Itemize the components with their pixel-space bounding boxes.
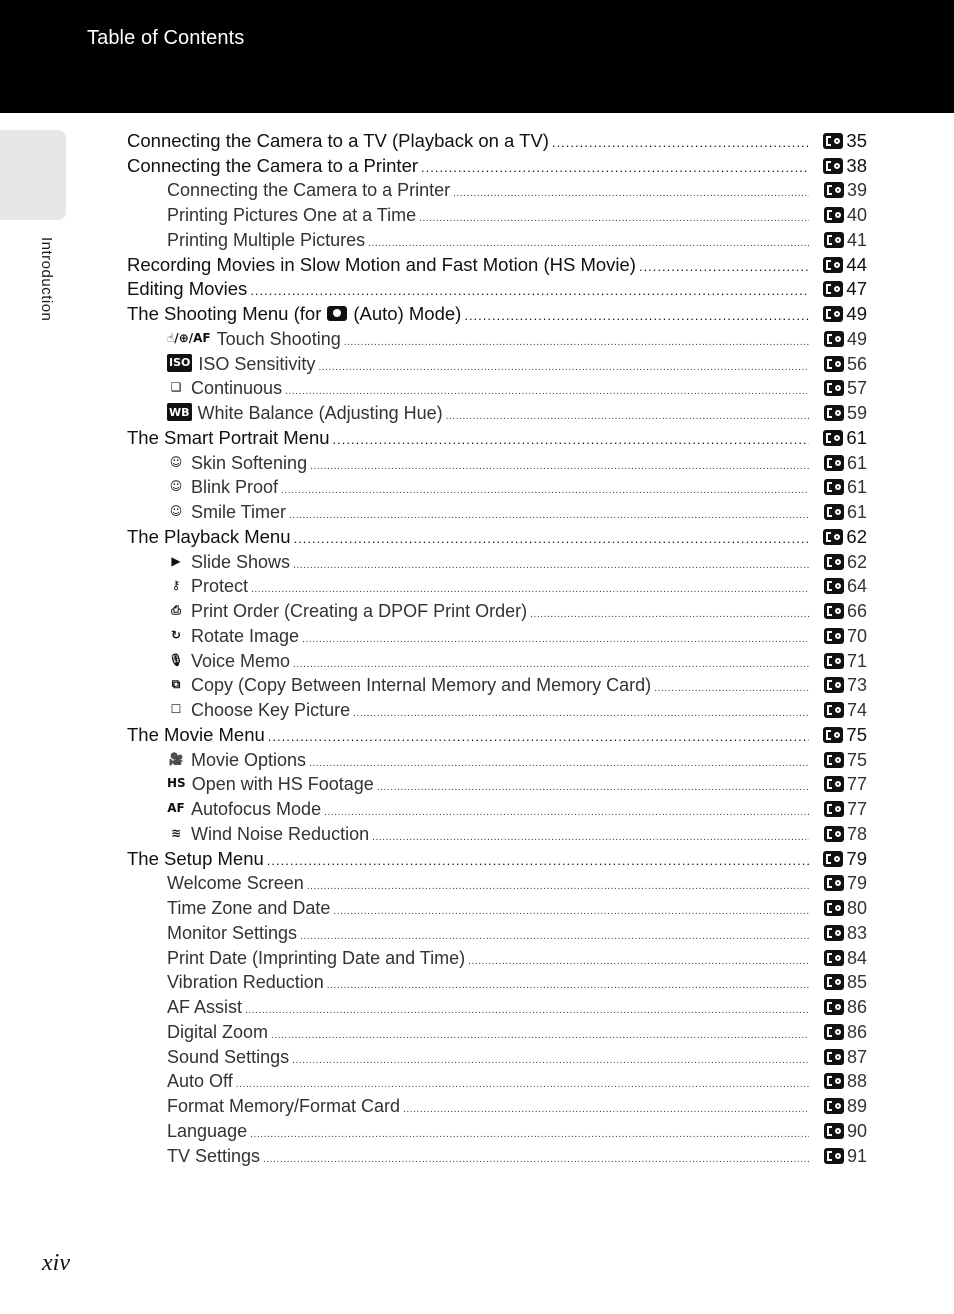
iso-icon: ISO [167,354,192,372]
reference-section-icon [823,306,843,322]
toc-label: TV Settings [167,1145,261,1166]
movie-af-icon: AF [167,801,185,815]
touch-shooting-icon: ☝/⊕/AF [167,330,211,345]
toc-page-ref[interactable] [815,453,867,474]
page-number: xiv [42,1250,70,1276]
reference-section-icon [824,950,844,966]
page-ref-number: 88 [846,1071,867,1092]
toc-page-ref[interactable] [815,948,867,969]
toc-page-ref[interactable] [815,576,867,597]
reference-section-icon [824,999,844,1015]
toc-subentry[interactable] [127,325,867,350]
toc-entry[interactable] [127,523,867,548]
toc-page-ref[interactable] [815,626,867,647]
smile-timer-icon: ☺ [169,504,183,518]
page-ref-number: 90 [846,1120,867,1141]
reference-section-icon [824,1024,844,1040]
reference-section-icon [824,925,844,941]
reference-section-icon [824,1098,844,1114]
toc-label: ⎙ Print Order (Creating a DPOF Print Order) [167,601,527,622]
toc-page-ref[interactable] [815,898,867,919]
toc-subentry[interactable] [127,795,867,820]
toc-page-ref[interactable] [815,724,867,746]
toc-subentry[interactable] [127,969,867,994]
section-tab[interactable] [0,130,66,220]
toc-label: WB White Balance (Adjusting Hue) [169,403,443,423]
toc-subentry[interactable] [127,944,867,969]
page-ref-number: 39 [846,180,867,201]
toc-subentry[interactable] [127,597,867,622]
toc-label: ▶ Slide Shows [167,552,290,573]
reference-section-icon [824,826,844,842]
toc-page-ref[interactable] [815,378,867,399]
page-ref-number: 38 [846,154,867,176]
dot-leader [353,709,809,717]
toc-subentry[interactable] [127,498,867,523]
toc-entry[interactable] [127,845,867,870]
page-ref-number: 49 [846,303,867,324]
toc-label: ISO ISO Sensitivity [169,353,316,374]
dot-leader [294,536,809,544]
page-ref-number: 47 [846,278,867,300]
dot-leader [344,338,809,346]
toc-page-ref[interactable] [815,230,867,251]
toc-page-ref[interactable] [815,130,867,152]
reference-section-icon [824,479,844,495]
page-ref-number: 61 [846,502,867,522]
toc-entry[interactable] [127,127,867,152]
page-ref-number: 75 [846,749,867,770]
toc-label: Editing Movies [127,278,248,300]
reference-section-icon [824,1073,844,1089]
toc-page-ref[interactable] [815,278,867,300]
reference-section-icon [824,875,844,891]
toc-subentry[interactable] [127,1092,867,1117]
reference-section-icon [824,331,844,347]
toc-page-ref[interactable] [815,1146,867,1167]
toc-subentry[interactable] [127,993,867,1018]
toc-page-ref[interactable] [815,427,867,449]
dot-leader [268,734,809,742]
toc-page-ref[interactable] [815,205,867,226]
dot-leader [263,1155,809,1163]
dot-leader [446,412,809,420]
section-label: Introduction [38,237,55,322]
page-ref-number: 91 [846,1145,867,1166]
toc-subentry[interactable] [127,474,867,499]
toc-label: Connecting the Camera to a TV (Playback on a TV) [127,129,549,151]
page-ref-number: 77 [846,799,867,819]
page-ref-number: 86 [846,1021,867,1042]
toc-subentry[interactable] [127,1142,867,1167]
reference-section-icon [823,727,843,743]
page-ref-number: 66 [846,601,867,621]
page-ref-number: 75 [846,723,867,745]
toc-subentry[interactable] [127,548,867,573]
toc-label: Sound Settings [167,1046,290,1067]
reference-section-icon [823,257,843,273]
wind-noise-icon: ≋ [170,825,182,840]
page-ref-number: 64 [846,576,867,597]
toc-label: ☝/⊕/AF Touch Shooting [167,328,341,349]
toc-label: 🎥 Movie Options [168,749,307,770]
toc-label: Time Zone and Date [167,898,331,918]
toc-label: ☺ Blink Proof [167,477,278,498]
toc-label: Language [167,1120,248,1141]
toc-label: Auto Off [167,1071,233,1092]
page-ref-number: 86 [846,997,867,1017]
white-balance-icon: WB [167,403,192,421]
table-of-contents [127,127,867,1167]
dot-leader [250,288,809,296]
toc-label: ☺ Smile Timer [167,502,286,523]
toc-page-ref[interactable] [815,1121,867,1142]
toc-entry[interactable] [127,276,867,301]
toc-label: 🎙 Voice Memo [168,650,291,671]
hs-movie-icon: HS [167,776,186,791]
toc-label: Format Memory/Format Card [167,1096,401,1116]
toc-subentry[interactable] [127,894,867,919]
page-ref-number: 79 [846,847,867,869]
toc-page-ref[interactable] [815,972,867,993]
key-picture-icon: ☐ [170,702,182,716]
toc-label: Connecting the Camera to a Printer [167,180,451,201]
reference-section-icon [824,380,844,396]
toc-label: The Movie Menu [127,723,265,745]
dot-leader [245,1006,809,1014]
page-ref-number: 35 [846,129,867,151]
toc-label: Welcome Screen [167,873,304,894]
toc-page-ref[interactable] [815,254,867,276]
page-ref-number: 57 [846,378,867,399]
page-ref-number: 79 [846,873,867,894]
toc-subentry[interactable] [127,573,867,598]
toc-entry[interactable] [127,152,867,177]
toc-label: ☺ Skin Softening [167,453,307,474]
page-ref-number: 87 [846,1046,867,1067]
toc-page-ref[interactable] [815,774,867,795]
toc-label: Digital Zoom [167,1021,269,1042]
toc-page-ref[interactable] [815,997,867,1018]
page-ref-number: 44 [846,253,867,275]
dot-leader [368,239,809,247]
toc-page-ref[interactable] [815,180,867,201]
reference-section-icon [824,752,844,768]
toc-page-ref[interactable] [815,601,867,622]
reference-section-icon [824,182,844,198]
toc-subentry[interactable] [127,696,867,721]
page-ref-number: 41 [846,229,867,250]
dot-leader [285,387,809,395]
skin-softening-icon: ☺ [169,454,183,469]
reference-section-icon [824,677,844,693]
toc-label: ⧉ Copy (Copy Between Internal Memory and Memory Card) [167,675,651,696]
dot-leader [318,363,809,371]
reference-section-icon [823,851,843,867]
toc-subentry[interactable] [127,622,867,647]
page-ref-number: 89 [846,1096,867,1116]
toc-subentry[interactable] [127,870,867,895]
toc-label: Recording Movies in Slow Motion and Fast Motion (HS Movie) [127,253,636,275]
toc-label: Printing Pictures One at a Time [167,205,417,225]
reference-section-icon [824,776,844,792]
key-icon: ⚷ [171,578,181,593]
toc-label: Printing Multiple Pictures [167,229,366,250]
reference-section-icon [824,603,844,619]
page-ref-number: 59 [846,403,867,423]
reference-section-icon [824,232,844,248]
toc-page-ref[interactable] [815,403,867,424]
reference-section-icon [823,281,843,297]
toc-page-ref[interactable] [815,848,867,870]
page-ref-number: 85 [846,972,867,993]
toc-subentry[interactable] [127,1018,867,1043]
dot-leader [377,783,809,791]
dot-leader [292,1056,809,1064]
reference-section-icon [824,1148,844,1164]
toc-entry[interactable] [127,424,867,449]
toc-page-ref[interactable] [815,799,867,820]
reference-section-icon [824,702,844,718]
toc-label: The Shooting Menu (for (Auto) Mode) [127,303,462,324]
dot-leader [324,808,809,816]
page-ref-number: 78 [846,823,867,844]
toc-page-ref[interactable] [815,552,867,573]
reference-section-icon [824,504,844,520]
toc-label: Monitor Settings [167,922,298,943]
dot-leader [654,684,809,692]
toc-page-ref[interactable] [815,1022,867,1043]
page-ref-number: 62 [846,551,867,572]
reference-section-icon [824,628,844,644]
reference-section-icon [824,207,844,223]
toc-subentry[interactable] [127,350,867,375]
toc-page-ref[interactable] [815,1071,867,1092]
print-icon: ⎙ [171,602,181,617]
toc-subentry[interactable] [127,1043,867,1068]
slide-show-icon: ▶ [171,553,181,568]
toc-subentry[interactable] [127,449,867,474]
dot-leader [281,486,809,494]
dot-leader [464,313,809,321]
page-ref-number: 70 [846,625,867,646]
toc-page-ref[interactable] [815,750,867,771]
toc-page-ref[interactable] [815,155,867,177]
blink-proof-icon: ☺ [169,479,183,494]
dot-leader [293,660,809,668]
reference-section-icon [823,529,843,545]
toc-page-ref[interactable] [815,1047,867,1068]
toc-label: AF Autofocus Mode [167,799,322,819]
toc-subentry[interactable] [127,1068,867,1093]
dot-leader [251,585,809,593]
toc-page-ref[interactable] [815,824,867,845]
page-ref-number: 73 [846,675,867,696]
page-ref-number: 77 [846,774,867,795]
dot-leader [271,1031,809,1039]
reference-section-icon [824,554,844,570]
dot-leader [421,165,809,173]
dot-leader [468,957,809,965]
microphone-icon: 🎙 [168,652,184,667]
reference-section-icon [824,1123,844,1139]
dot-leader [333,437,809,445]
toc-subentry[interactable] [127,177,867,202]
page-ref-number: 62 [846,525,867,547]
toc-page-ref[interactable] [815,923,867,944]
dot-leader [289,511,809,519]
page-ref-number: 74 [846,700,867,720]
toc-entry[interactable] [127,251,867,276]
dot-leader [250,1130,809,1138]
page-ref-number: 84 [846,947,867,968]
toc-subentry[interactable] [127,226,867,251]
toc-label: HS Open with HS Footage [167,774,374,795]
dot-leader [372,833,809,841]
toc-subentry[interactable] [127,201,867,226]
auto-mode-camera-icon [327,306,347,321]
page-title: Table of Contents [87,27,245,49]
reference-section-icon [824,974,844,990]
page-ref-number: 61 [846,477,867,498]
toc-entry[interactable] [127,300,867,325]
page-ref-number: 61 [846,452,867,473]
toc-page-ref[interactable] [815,873,867,894]
header-bar [0,0,954,113]
toc-page-ref[interactable] [815,354,867,375]
toc-label: The Playback Menu [127,525,291,547]
page-ref-number: 56 [846,353,867,374]
dot-leader [309,759,809,767]
reference-section-icon [823,133,843,149]
page-ref-number: 83 [846,922,867,943]
reference-section-icon [824,405,844,421]
toc-label: AF Assist [167,997,243,1017]
page-ref-number: 49 [846,328,867,349]
toc-page-ref[interactable] [815,526,867,548]
reference-section-icon [823,430,843,446]
toc-label: ☐ Choose Key Picture [167,700,350,721]
toc-subentry[interactable] [127,919,867,944]
toc-label: ≋ Wind Noise Reduction [167,824,369,845]
dot-leader [327,981,809,989]
reference-section-icon [824,900,844,916]
toc-page-ref[interactable] [815,329,867,350]
toc-page-ref[interactable] [815,651,867,672]
dot-leader [293,561,809,569]
page-ref-number: 71 [846,650,867,671]
page-ref-number: 40 [846,205,867,225]
toc-subentry[interactable] [127,771,867,796]
dot-leader [530,610,809,618]
toc-subentry[interactable] [127,647,867,672]
toc-label: ❏ Continuous [167,378,282,399]
toc-subentry[interactable] [127,820,867,845]
toc-page-ref[interactable] [815,477,867,498]
reference-section-icon [824,653,844,669]
toc-label: Vibration Reduction [167,972,324,993]
reference-section-icon [824,356,844,372]
dot-leader [300,932,809,940]
dot-leader [403,1105,809,1113]
dot-leader [310,462,809,470]
toc-label: The Setup Menu [127,847,264,869]
toc-subentry[interactable] [127,746,867,771]
reference-section-icon [823,158,843,174]
toc-page-ref[interactable] [815,1096,867,1117]
dot-leader [333,907,809,915]
movie-icon: 🎥 [168,751,184,766]
dot-leader [552,140,809,148]
toc-label: ⚷ Protect [167,576,248,597]
toc-label: The Smart Portrait Menu [127,426,330,448]
toc-page-ref[interactable] [815,675,867,696]
toc-label: Connecting the Camera to a Printer [127,154,419,176]
dot-leader [639,264,809,272]
toc-entry[interactable] [127,721,867,746]
toc-label: Print Date (Imprinting Date and Time) [167,947,466,968]
reference-section-icon [824,455,844,471]
dot-leader [236,1080,809,1088]
toc-subentry[interactable] [127,672,867,697]
toc-subentry[interactable] [127,375,867,400]
toc-subentry[interactable] [127,399,867,424]
toc-page-ref[interactable] [815,303,867,325]
reference-section-icon [824,578,844,594]
continuous-icon: ❏ [170,380,182,395]
dot-leader [453,189,809,197]
dot-leader [419,214,809,222]
toc-page-ref[interactable] [815,502,867,523]
toc-label: ↻ Rotate Image [167,626,299,647]
toc-page-ref[interactable] [815,700,867,721]
page-ref-number: 80 [846,898,867,918]
dot-leader [267,858,809,866]
page-ref-number: 61 [846,426,867,448]
toc-subentry[interactable] [127,1117,867,1142]
dot-leader [307,882,809,890]
rotate-icon: ↻ [170,627,182,642]
copy-icon: ⧉ [171,676,181,691]
reference-section-icon [824,1049,844,1065]
reference-section-icon [824,801,844,817]
dot-leader [302,635,809,643]
